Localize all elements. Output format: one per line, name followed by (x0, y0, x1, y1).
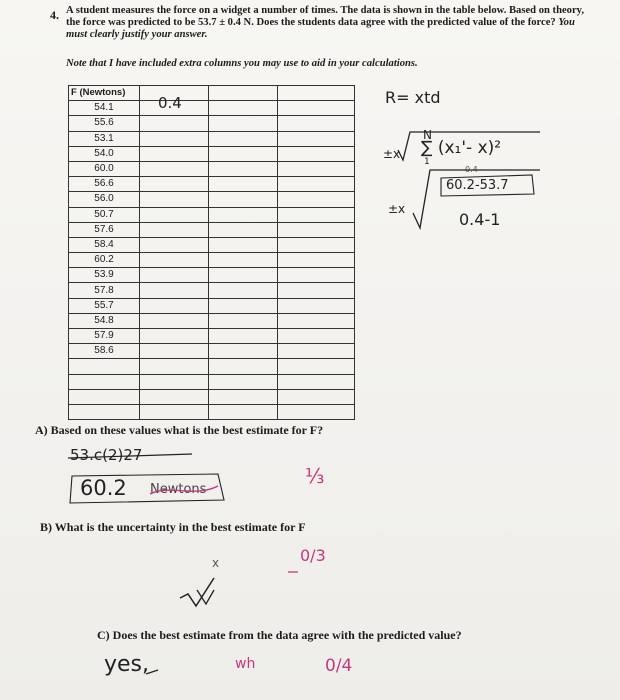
answer-box (70, 474, 224, 503)
part-a-question: A) Based on these values what is the best estimate for F? (35, 423, 324, 437)
force-value-cell: 57.6 (69, 222, 140, 237)
force-value-cell: 54.0 (69, 146, 140, 161)
sqrt-sign-1 (398, 132, 540, 160)
question-emphasis: You must clearly justify your answer. (66, 17, 575, 40)
part-a-crossed-answer: 53.c(2)27 (70, 446, 143, 464)
numerator-box (441, 175, 534, 196)
part-c-underline (146, 670, 158, 674)
part-b-scribble: x (212, 556, 220, 570)
note-text: Note that I have included extra columns you may use to aid in your calculations. (66, 58, 418, 69)
force-value-cell: 50.7 (69, 207, 140, 222)
formula-top: R= xtd (385, 88, 441, 107)
force-value-cell: 56.0 (69, 192, 140, 207)
part-a-answer-word: Newtons (150, 482, 207, 497)
part-c-answer: yes, (104, 652, 150, 677)
part-a-score: ⅓ (305, 464, 325, 488)
part-b-score: 0/3 (300, 546, 326, 565)
force-value-cell: 55.6 (69, 116, 140, 131)
force-value-cell: 57.9 (69, 329, 140, 344)
small-above-value: 0.4 (465, 165, 478, 174)
newtons-strike (150, 486, 218, 494)
handwritten-col2-value: 0.4 (158, 94, 182, 112)
table-header-cell: F (Newtons) (69, 86, 140, 101)
force-value-cell: 53.9 (69, 268, 140, 283)
part-c-score: 0/4 (325, 656, 353, 676)
force-value-cell: 57.8 (69, 283, 140, 298)
force-value-cell: 54.8 (69, 313, 140, 328)
part-c-scribble: wh (235, 656, 256, 672)
question-number: 4. (50, 8, 59, 22)
sum-lower-limit: 1 (424, 157, 430, 167)
force-value-cell: 58.4 (69, 237, 140, 252)
part-b-question: B) What is the uncertainty in the best estimate for F (40, 520, 306, 534)
sum-upper-limit: N (423, 128, 432, 142)
crossed-answer-strike (68, 454, 192, 458)
numerator-expression: 60.2-53.7 (446, 178, 509, 193)
force-value-cell: 60.2 (69, 253, 140, 268)
sum-expression: ∑ (x₁'- x)² (421, 138, 502, 158)
force-value-cell: 56.6 (69, 177, 140, 192)
denominator-expression: 0.4-1 (459, 210, 501, 229)
formula-prefix-1: ±x (383, 147, 401, 161)
part-b-check-mark (180, 578, 214, 606)
force-value-cell: 58.6 (69, 344, 140, 359)
sqrt-sign-2 (413, 170, 540, 228)
force-value-cell: 53.1 (69, 131, 140, 146)
part-a-answer: 60.2 (80, 476, 127, 500)
force-value-cell: 60.0 (69, 161, 140, 176)
question-main-text: A student measures the force on a widget a number of times. The data is shown in the table below. Based on theory, the force was predicted to be 53.7 ± 0.4 N. Does the students data agree with the predicted value of the force? (66, 5, 585, 28)
part-c-question: C) Does the best estimate from the data agree with the predicted value? (97, 628, 462, 642)
formula-prefix-2: ±x (388, 202, 406, 216)
force-value-cell: 54.1 (69, 101, 140, 116)
force-value-cell: 55.7 (69, 298, 140, 313)
